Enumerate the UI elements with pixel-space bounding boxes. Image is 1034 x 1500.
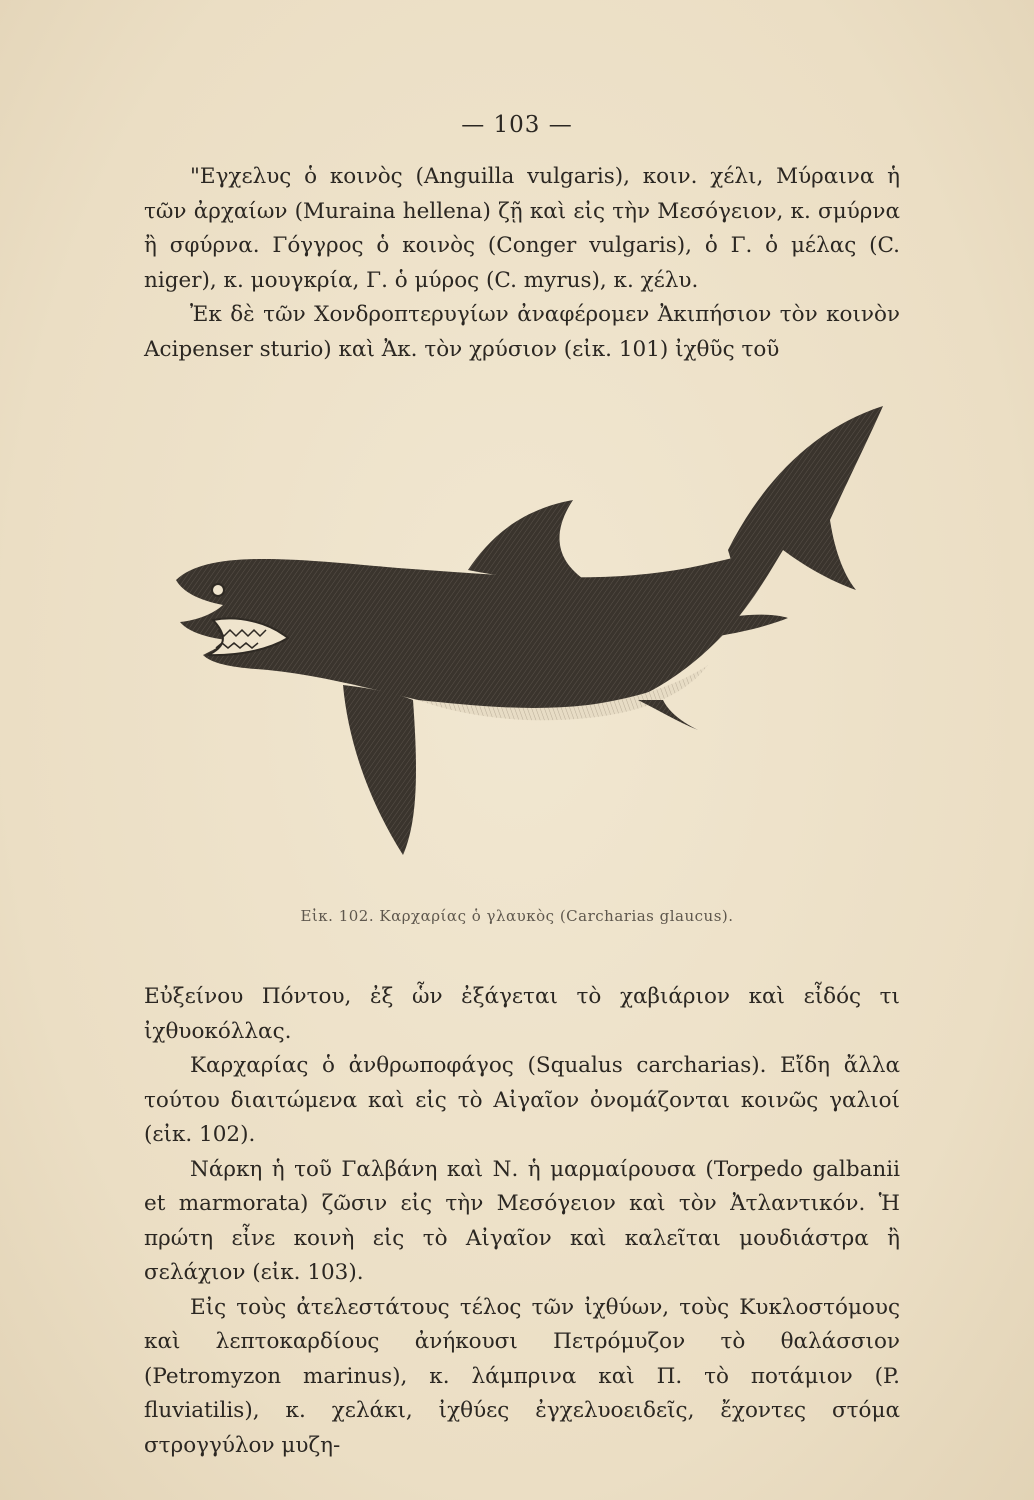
figure-caption: Εἰκ. 102. Καρχαρίας ὁ γλαυκὸς (Carcharias glaucus).	[300, 907, 734, 925]
shark-dorsal-fin-icon	[468, 500, 588, 582]
paragraph-caviar: Εὐξείνου Πόντου, ἐξ ὧν ἐξάγεται τὸ χαβιάριον καὶ εἶδός τι ἰχθυοκόλλας.	[144, 984, 900, 1044]
shark-pelvic-fin-icon	[638, 700, 698, 730]
top-text-block	[144, 160, 900, 367]
shark-eye-icon	[212, 584, 224, 596]
paragraph-squalus: Καρχαρίας ὁ ἀνθρωποφάγος (Squalus carcharias). Εἴδη ἄλλα τούτου διαιτώμενα καὶ εἰς τὸ Αἰγαῖον ὀνομάζονται κοινῶς γαλιοί (εἰκ. 102).	[144, 1053, 900, 1147]
shark-illustration-icon	[168, 400, 888, 870]
shark-pectoral-fin-icon	[343, 685, 416, 855]
paragraph-cyclostomes: Εἰς τοὺς ἀτελεστάτους τέλος τῶν ἰχθύων, τοὺς Κυκλοστόμους καὶ λεπτοκαρδίους ἀνήκουσι Πετρόμυζον τὸ θαλάσσιον (Petromyzon marinus), κ. λάμπρινα καὶ Π. τὸ ποτάμιον (P. fluviatilis), κ. χελάκι, ἰχθύες ἐγχελυοειδεῖς, ἔχοντες στόμα στρογγύλον μυζη-	[144, 1294, 900, 1458]
bottom-text-block	[144, 980, 900, 1463]
paragraph-torpedo: Νάρκη ἡ τοῦ Γαλβάνη καὶ Ν. ἡ μαρμαίρουσα (Torpedo galbanii et marmorata) ζῶσιν εἰς τὴν Μεσόγειον καὶ τὸν Ἀτλαντικόν. Ἡ πρώτη εἶνε κοινὴ εἰς τὸ Αἰγαῖον καὶ καλεῖται μουδιάστρα ἢ σελάχιον (εἰκ. 103).	[144, 1156, 900, 1285]
paragraph-eels: "Εγχελυς ὁ κοινὸς (Anguilla vulgaris), κοιν. χέλι, Μύραινα ἡ τῶν ἀρχαίων (Muraina hellena) ζῇ καὶ εἰς τὴν Μεσόγειον, κ. σμύρνα ἢ σφύρνα. Γόγγρος ὁ κοινὸς (Conger vulgaris), ὁ Γ. ὁ μέλας (C. niger), κ. μουγκρία, Γ. ὁ μύρος (C. myrus), κ. χέλυ.	[144, 164, 900, 293]
page-number: — 103 —	[461, 112, 573, 138]
paragraph-chondropterygii: Ἐκ δὲ τῶν Χονδροπτερυγίων ἀναφέρομεν Ἀκιπήσιον τὸν κοινὸν Acipenser sturio) καὶ Ἀκ. τὸν χρύσιον (εἰκ. 101) ἰχθῦς τοῦ	[144, 302, 900, 362]
